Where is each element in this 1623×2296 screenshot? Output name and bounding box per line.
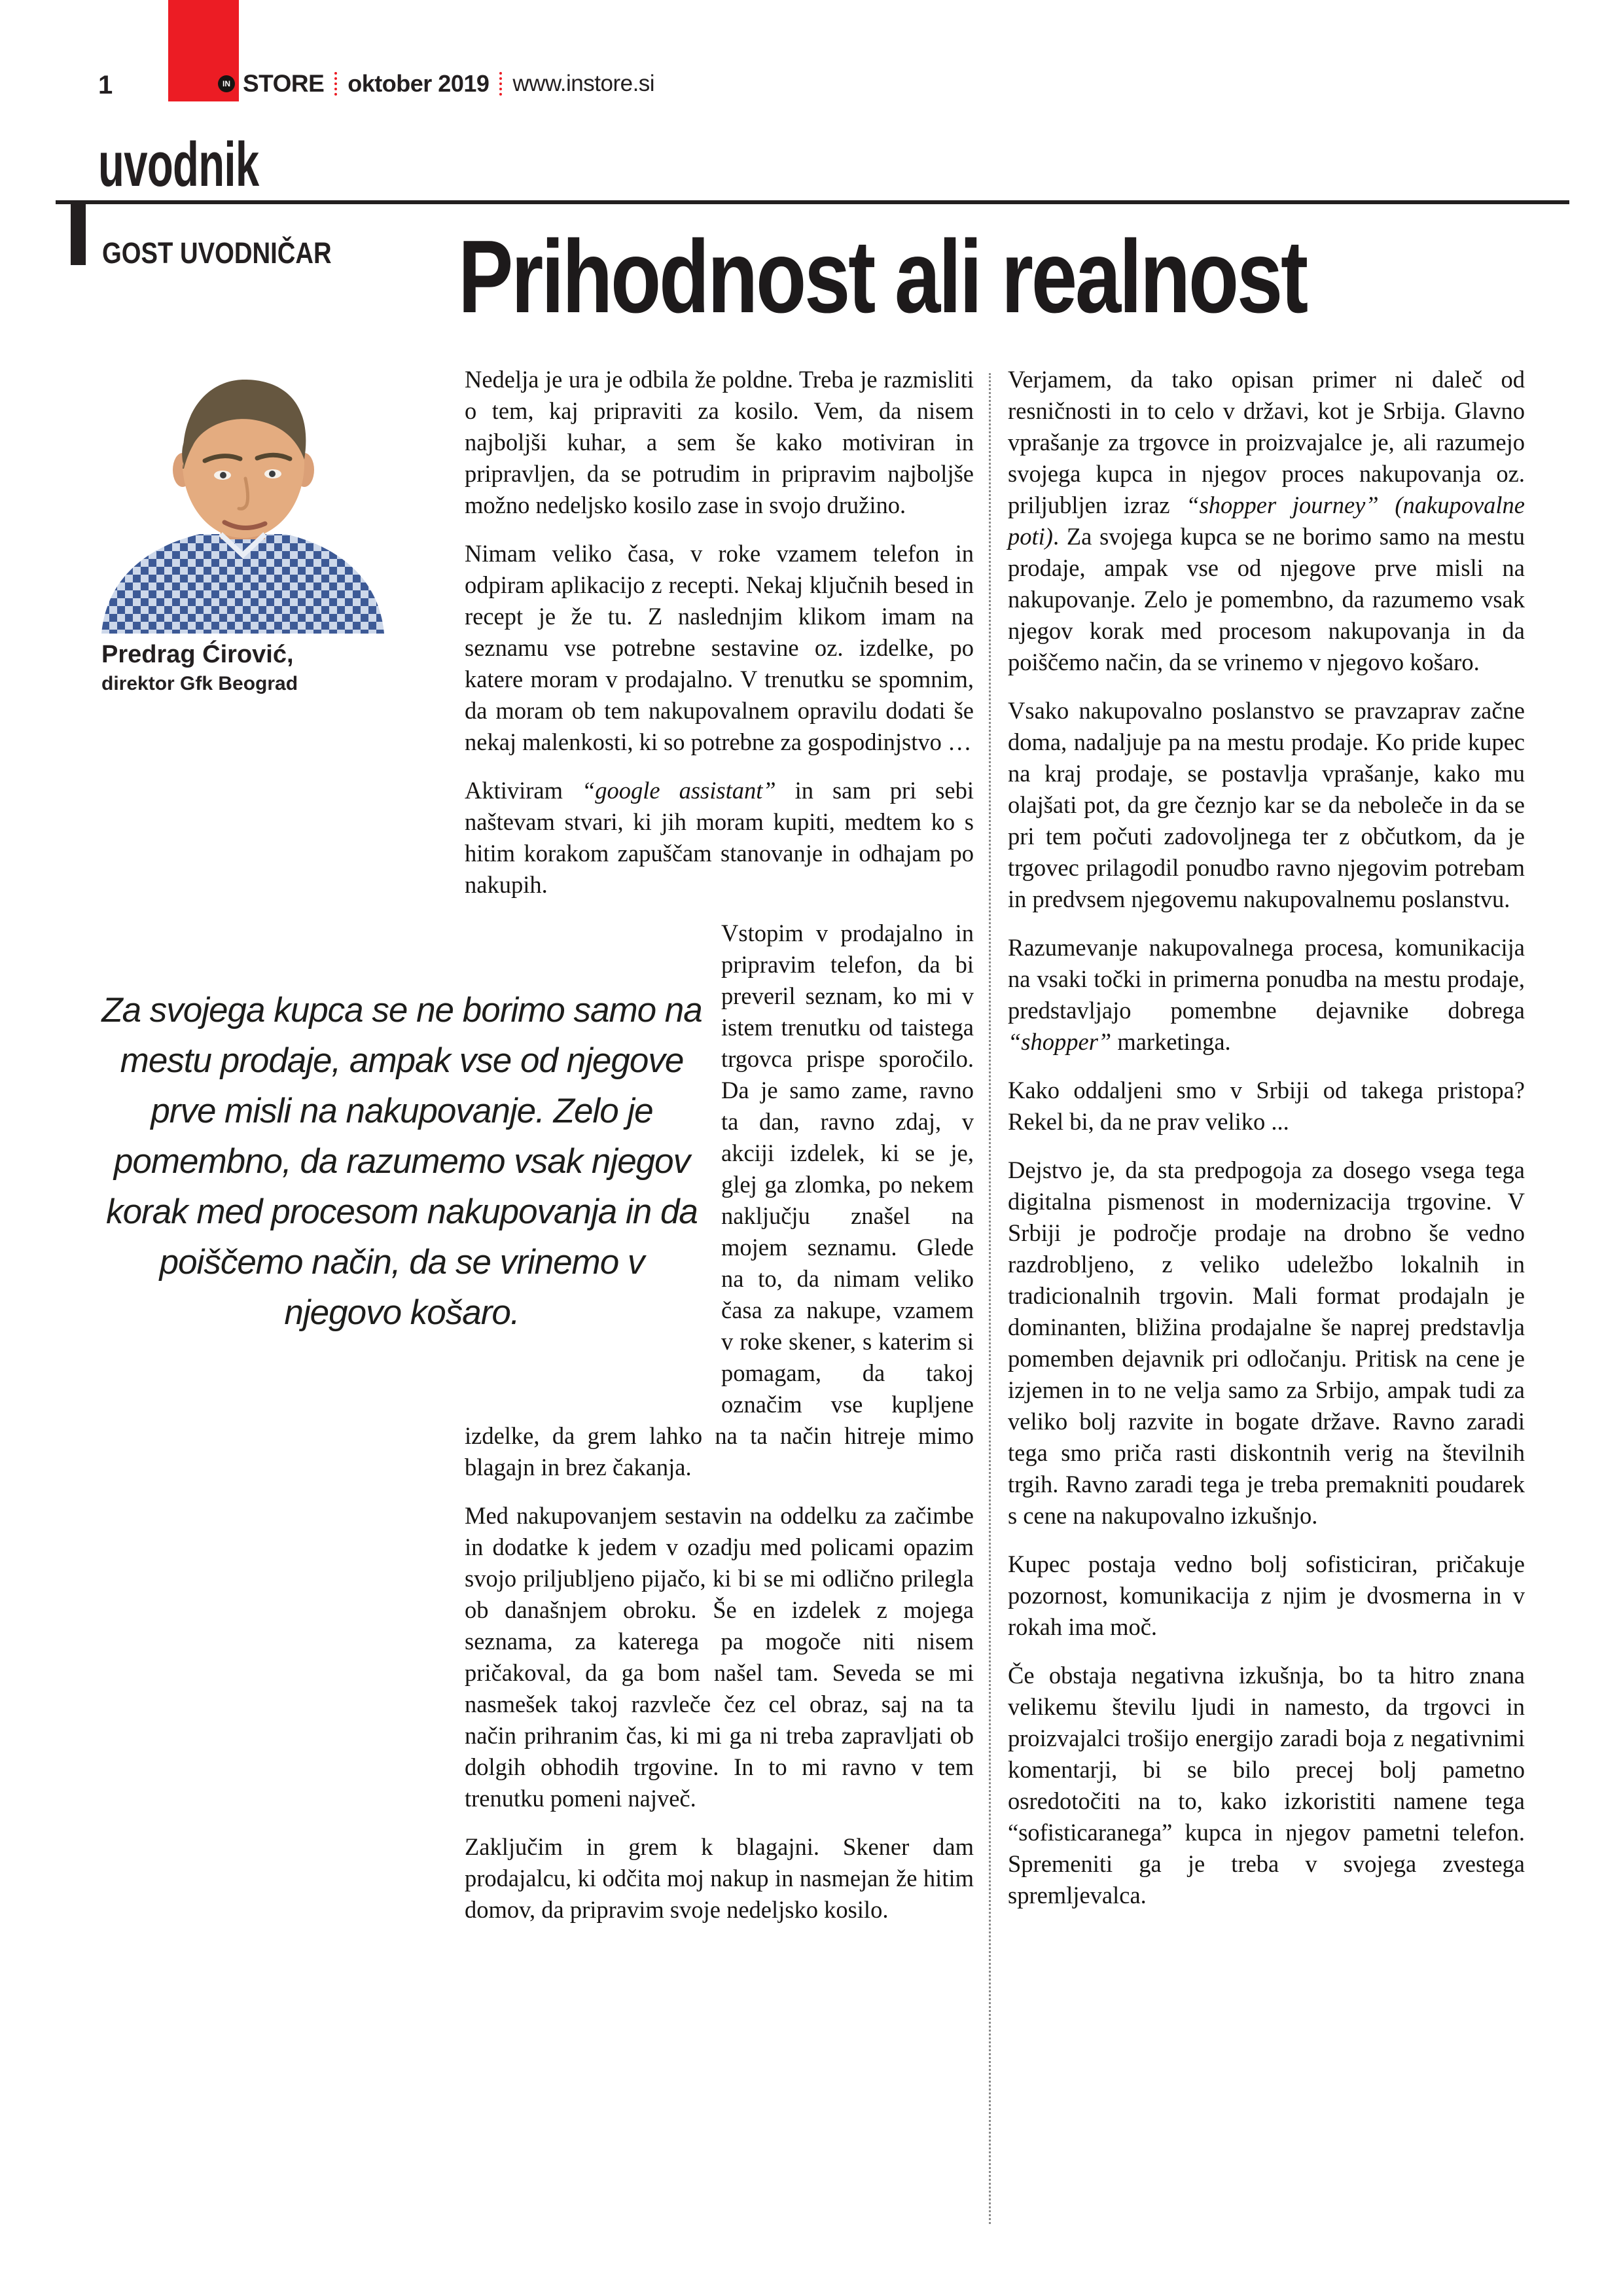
- body-paragraph: Aktiviram “google assistant” in sam pri sebi naštevam stvari, ki jih moram kupiti, medtem ko s hitim korakom zapuščam stanovanje in odhajam po nakupih.: [465, 777, 974, 898]
- column-divider: [989, 373, 991, 2224]
- dotted-divider-icon: [334, 72, 337, 96]
- author-role: direktor Gfk Beograd: [101, 673, 298, 694]
- pull-quote-box: [97, 918, 707, 1405]
- body-paragraph: Kako oddaljeni smo v Srbiji od takega pristopa? Rekel bi, da ne prav veliko ...: [1008, 1077, 1525, 1135]
- body-paragraph: Nedelja je ura je odbila že poldne. Treba je razmisliti o tem, kaj pripraviti za kosilo. Vem, da nisem najboljši kuhar, a sem še kako motiviran in pripravljen, da se potrudim in pripravim najboljše možno nedeljsko kosilo zase in svojo družino.: [465, 366, 974, 518]
- dotted-divider-icon: [499, 72, 502, 96]
- portrait-illustration: [101, 370, 384, 634]
- article-title: Prihodnost ali realnost: [458, 219, 1306, 334]
- pull-quote: Za svojega kupca se ne borimo samo na mestu prodaje, ampak vse od njegove prve misli na nakupovanje. Zelo je pomembno, da razumemo vsak njegov korak med procesom nakupovanja in da poiščemo način, da se vrinemo v njegovo košaro.: [101, 991, 702, 1332]
- body-paragraph: Dejstvo je, da sta predpogoja za dosego vsega tega digitalna pismenost in modernizacija trgovine. V Srbiji je področje prodaje na drobno še vedno razdrobljeno, z veliko udeležbo lokalnih in tradicionalnih trgovin. Mali format prodajaln je dominanten, bližina prodajalne še naprej predstavlja pomemben dejavnik pri odločanju. Pritisk na cene je izjemen in to ne velja samo za Srbijo, ampak tudi za veliko bolj razvite in bogate države. Ravno zaradi tega smo priča rasti diskontnih verig na številnih trgih. Ravno zaradi tega je treba premakniti poudarek s cene na nakupovalno izkušnjo.: [1008, 1157, 1525, 1529]
- body-paragraph: Verjamem, da tako opisan primer ni daleč od resničnosti in to celo v državi, kot je Srbija. Glavno vprašanje za trgovce in proizvajalce je, ali razumejo svojega kupca in njegov proces nakupovanja oz. priljubljen izraz “shopper journey” (nakupovalne poti). Za svojega kupca se ne borimo samo na mestu prodaje, ampak vse od njegove prve misli na nakupovanje. Zelo je pomembno, da razumemo vsak njegov korak med procesom nakupovanja in da poiščemo način, da se vrinemo v njegovo košaro.: [1008, 366, 1525, 675]
- body-paragraph: Med nakupovanjem sestavin na oddelku za začimbe in dodatke k jedem v ozadju med policami opazim svojo priljubljeno pijačo, ki bi se mi odlično prilegla ob današnjem obroku. Še en izdelek z mojega seznama, za katerega pa mogoče niti nisem pričakoval, da ga bom našel tam. Seveda se mi nasmešek takoj razvleče čez cel obraz, saj na ta način prihranim čas, ki mi ga ni treba zapravljati ob dolgih obhodih trgovine. In to mi ravno v tem trenutku pomeni največ.: [465, 1502, 974, 1812]
- issue-date: oktober 2019: [348, 70, 490, 97]
- body-paragraph: Zaključim in grem k blagajni. Skener dam prodajalcu, ki odčita moj nakup in nasmejan že hitim domov, da pripravim svoje nedeljsko kosilo.: [465, 1833, 974, 1923]
- author-photo: [101, 370, 384, 634]
- section-title: uvodnik: [98, 130, 259, 200]
- masthead: [218, 68, 654, 99]
- author-name: Predrag Ćirović,: [101, 641, 294, 668]
- kicker: GOST UVODNIČAR: [102, 236, 332, 270]
- body-paragraph: Nimam veliko časa, v roke vzamem telefon in odpiram aplikacijo z recepti. Nekaj ključnih besed in recept je že tu. Z naslednjim klikom imam na seznamu vse potrebne sestavine oz. izdelke, po katere moram v prodajalno. V trenutku se spomnim, da moram ob tem nakupovalnem opravilu dodati še nekaj malenkosti, ki so potrebne za gospodinjstvo …: [465, 540, 974, 755]
- logo-store-text: STORE: [243, 70, 325, 97]
- body-paragraph: Razumevanje nakupovalnega procesa, komunikacija na vsaki točki in primerna ponudba na mestu prodaje, predstavljajo pomembne dejavnike dobrega “shopper” marketinga.: [1008, 934, 1525, 1055]
- page-number: 1: [98, 71, 113, 99]
- logo-in-text: IN: [223, 79, 230, 88]
- body-paragraph: Za svojega kupca se ne borimo samo na mestu prodaje, ampak vse od njegove prve misli na nakupovanje. Zelo je pomembno, da razumemo vsak njegov korak med procesom nakupovanja in da poiščemo način, da se vrinemo v njegovo košaro. Vstopim v prodajalno in pripravim telefon, da bi preveril seznam, ko mi v istem trenutku od taistega trgovca prispe sporočilo. Da je samo zame, ravno ta dan, ravno zdaj, v akciji izdelek, ki se je, glej ga zlomka, po nekem naključju znašel na mojem seznamu. Glede na to, da nimam veliko časa za nakupe, vzamem v roke skener, s katerim si pomagam, da takoj označim vse kupljene izdelke, da grem lahko na ta način hitreje mimo blagajn in brez čakanja.: [465, 918, 974, 1483]
- body-paragraph: Vsako nakupovalno poslanstvo se pravzaprav začne doma, nadaljuje pa na mestu prodaje. Ko pride kupec na kraj prodaje, se postavlja vprašanje, kako mu olajšati pot, da gre čeznjo kar se da neboleče in da se pri tem počuti zadovoljnega ter z občutkom, da je trgovec prilagodil ponudbo ravno njegovim potrebam in predvsem njegovemu nakupovalnemu poslanstvu.: [1008, 697, 1525, 912]
- instore-logo-mark-icon: [218, 75, 235, 92]
- body-paragraph: Kupec postaja vedno bolj sofisticiran, pričakuje pozornost, komunikacija z njim je dvosmerna in v rokah ima moč.: [1008, 1551, 1525, 1640]
- header-rule: [56, 200, 1569, 204]
- body-column-2: [1008, 364, 1525, 1911]
- website-url: www.instore.si: [512, 71, 655, 96]
- body-paragraph: Če obstaja negativna izkušnja, bo ta hitro znana velikemu številu ljudi in namesto, da trgovci in proizvajalci trošijo energijo zaradi boja z negativnimi komentarji, bi se bilo precej bolj pametno osredotočiti na to, kako izkoristiti namene tega “sofisticaranega” kupca in njegov pametni telefon. Spremeniti ga je treba v svojega zvestega spremljevalca.: [1008, 1662, 1525, 1909]
- kicker-bar: [71, 204, 86, 265]
